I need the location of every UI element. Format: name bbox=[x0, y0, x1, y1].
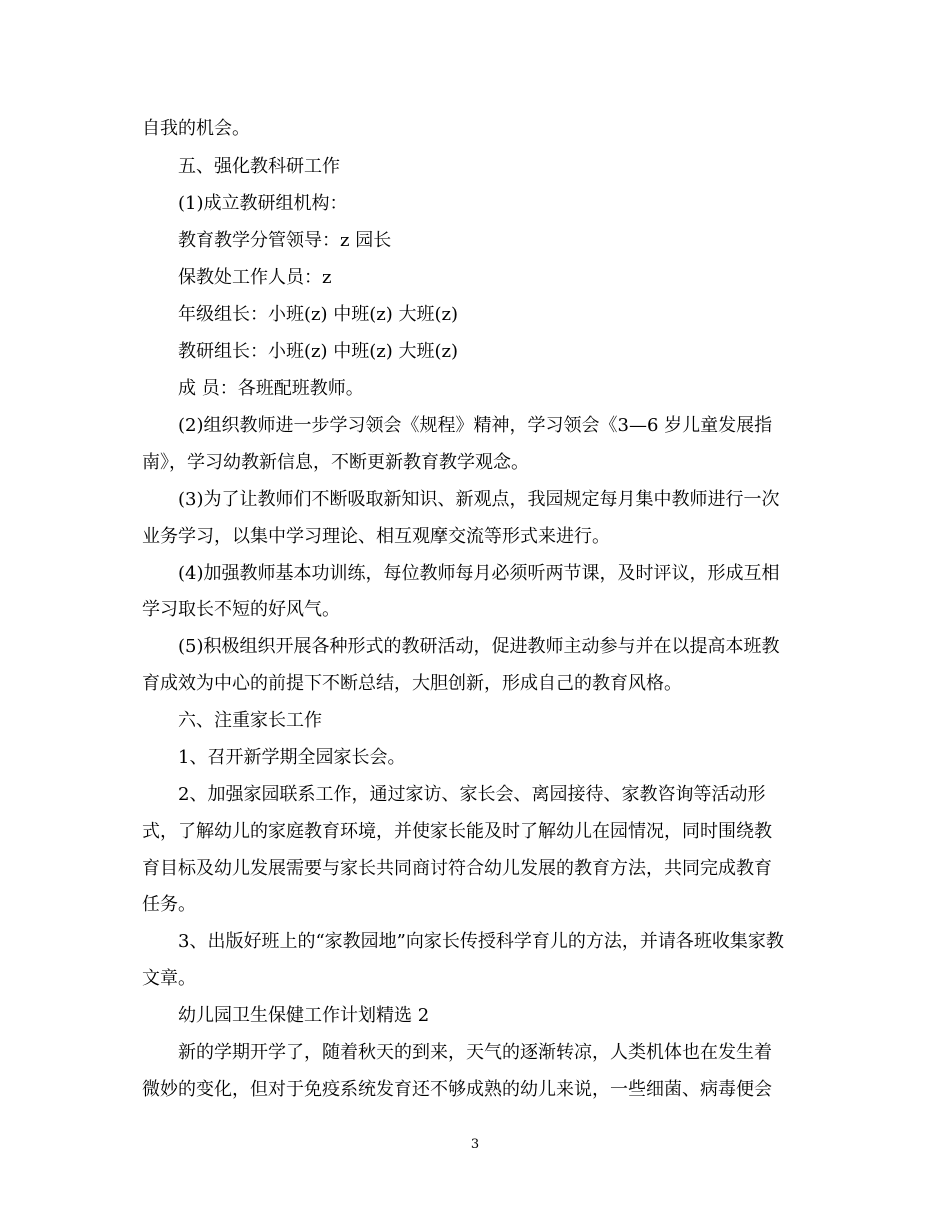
section-heading: 六、注重家长工作 bbox=[178, 710, 322, 731]
text-line: 成 员：各班配班教师。 bbox=[178, 378, 364, 399]
text-line: 式，了解幼儿的家庭教育环境，并使家长能及时了解幼儿在园情况，同时围绕教 bbox=[142, 821, 772, 842]
text-line: 任务。 bbox=[142, 894, 196, 915]
text-line: 文章。 bbox=[142, 968, 196, 989]
text-line: 微妙的变化，但对于免疫系统发育还不够成熟的幼儿来说，一些细菌、病毒便会 bbox=[142, 1079, 772, 1100]
text-line: 南》，学习幼教新信息，不断更新教育教学观念。 bbox=[142, 452, 529, 473]
text-line: (4)加强教师基本功训练，每位教师每月必须听两节课，及时评议，形成互相 bbox=[178, 563, 780, 584]
text-line: (5)积极组织开展各种形式的教研活动，促进教师主动参与并在以提高本班教 bbox=[178, 636, 780, 657]
text-line: 自我的机会。 bbox=[142, 118, 250, 139]
section-heading: 五、强化教科研工作 bbox=[178, 156, 340, 177]
text-line: (1)成立教研组机构： bbox=[178, 193, 348, 214]
text-line: 育成效为中心的前提下不断总结，大胆创新，形成自己的教育风格。 bbox=[142, 673, 682, 694]
text-line: 3、出版好班上的“家教园地”向家长传授科学育儿的方法，并请各班收集家教 bbox=[178, 931, 784, 952]
text-line: 学习取长不短的好风气。 bbox=[142, 599, 340, 620]
text-line: 新的学期开学了，随着秋天的到来，天气的逐渐转凉，人类机体也在发生着 bbox=[178, 1042, 772, 1063]
page-number: 3 bbox=[470, 1137, 480, 1152]
text-line: 2、加强家园联系工作，通过家访、家长会、离园接待、家教咨询等活动形 bbox=[178, 784, 766, 805]
text-line: 育目标及幼儿发展需要与家长共同商讨符合幼儿发展的教育方法，共同完成教育 bbox=[142, 858, 772, 879]
text-line: (3)为了让教师们不断吸取新知识、新观点，我园规定每月集中教师进行一次 bbox=[178, 489, 780, 510]
text-line: 保教处工作人员：z bbox=[178, 267, 332, 288]
section-heading: 幼儿园卫生保健工作计划精选 2 bbox=[178, 1005, 430, 1026]
text-line: 年级组长：小班(z) 中班(z) 大班(z) bbox=[178, 304, 459, 325]
text-line: 教育教学分管领导：z 园长 bbox=[178, 230, 392, 251]
text-line: 1、召开新学期全园家长会。 bbox=[178, 747, 406, 768]
text-line: (2)组织教师进一步学习领会《规程》精神，学习领会《3—6 岁儿童发展指 bbox=[178, 415, 773, 436]
text-line: 业务学习，以集中学习理论、相互观摩交流等形式来进行。 bbox=[142, 526, 610, 547]
text-line: 教研组长：小班(z) 中班(z) 大班(z) bbox=[178, 341, 459, 362]
